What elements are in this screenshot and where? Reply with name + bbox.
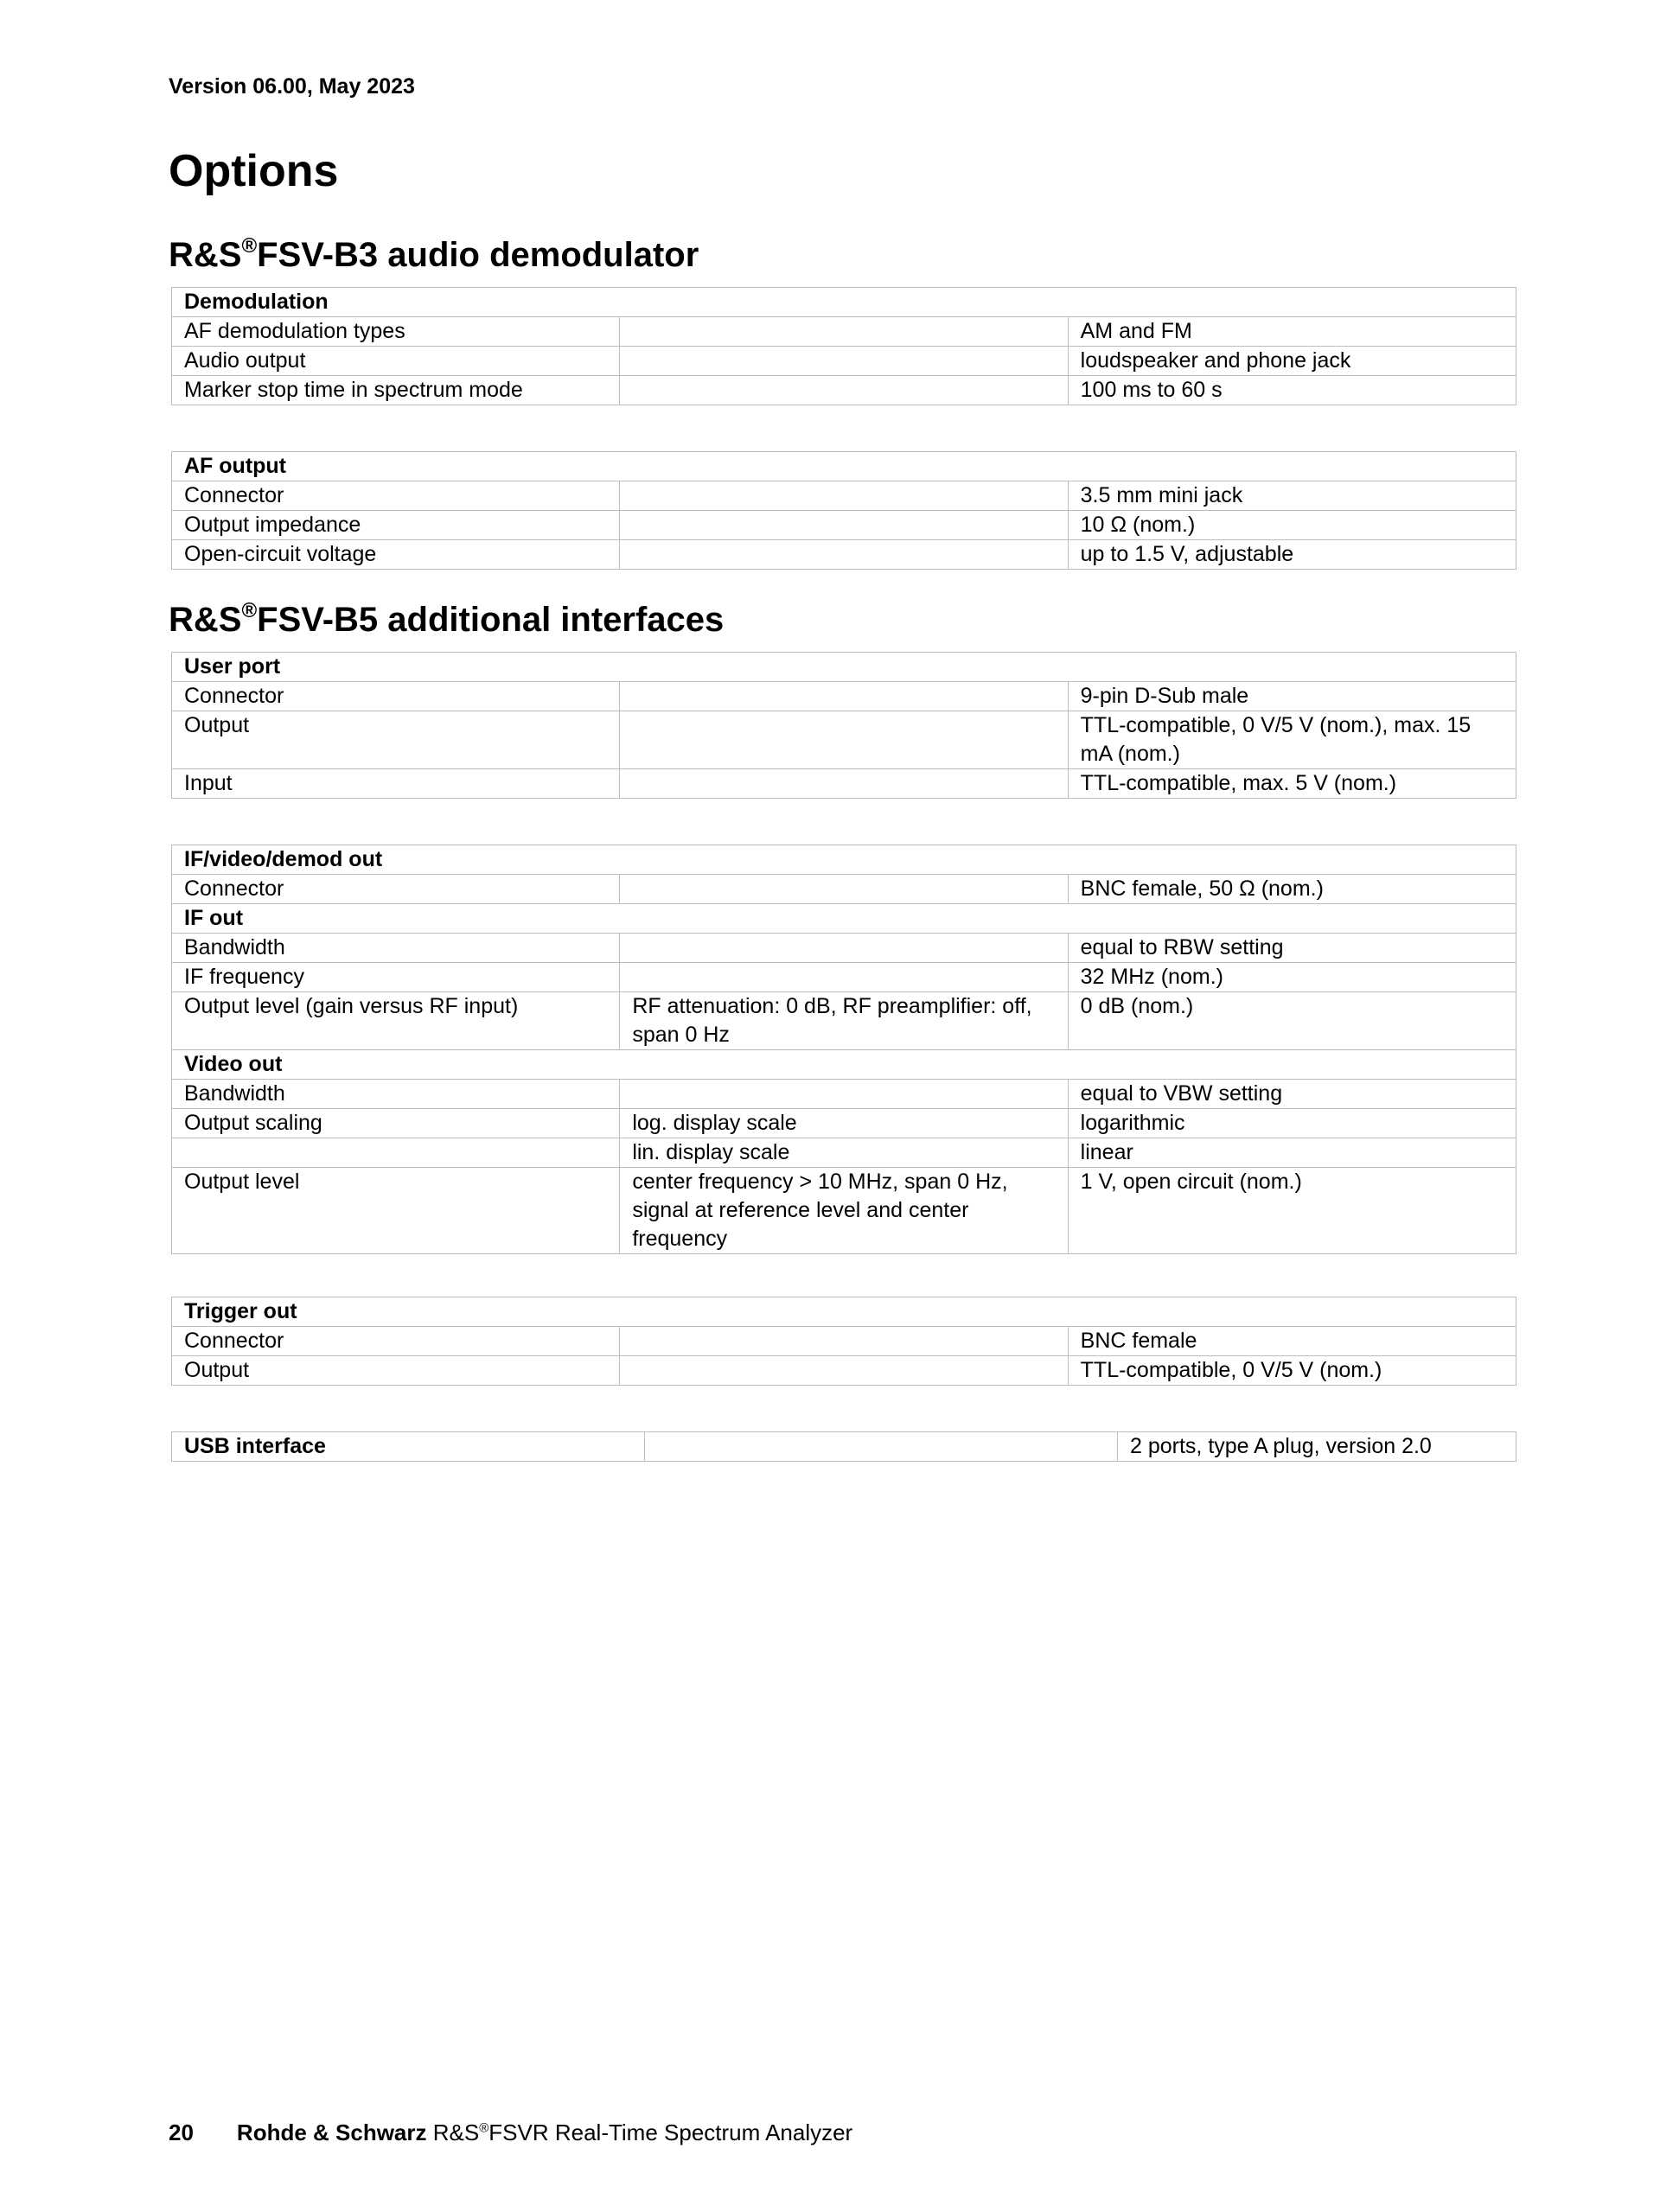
value-cell: equal to VBW setting (1068, 1080, 1516, 1109)
parameter-cell: Bandwidth (172, 1080, 620, 1109)
table-row (172, 875, 1516, 904)
condition-cell (620, 711, 1068, 769)
value-cell: 3.5 mm mini jack (1068, 481, 1516, 511)
section-title-b5 (169, 598, 725, 639)
table-row (172, 347, 1516, 376)
condition-cell (620, 769, 1068, 799)
parameter-cell: Output level (172, 1168, 620, 1254)
table-row (172, 1168, 1516, 1254)
value-cell: 1 V, open circuit (nom.) (1068, 1168, 1516, 1254)
parameter-cell: Marker stop time in spectrum mode (172, 376, 620, 405)
table-row (172, 934, 1516, 963)
condition-cell (620, 875, 1068, 904)
value-cell: up to 1.5 V, adjustable (1068, 540, 1516, 570)
table-af-output (171, 451, 1516, 570)
parameter-cell: Audio output (172, 347, 620, 376)
page-footer (169, 2120, 852, 2146)
registered-mark: ® (241, 233, 258, 258)
document-version: Version 06.00, May 2023 (169, 74, 415, 99)
condition-cell (620, 540, 1068, 570)
section-title-b3 (169, 233, 699, 274)
section-title-text: FSV-B5 additional interfaces (257, 601, 725, 639)
value-cell: 0 dB (nom.) (1068, 992, 1516, 1050)
condition-cell (620, 376, 1068, 405)
value-cell: linear (1068, 1138, 1516, 1168)
table-demodulation (171, 287, 1516, 405)
section-title-prefix: R&S (169, 601, 242, 639)
table-heading: AF output (172, 452, 1516, 481)
parameter-cell: Open-circuit voltage (172, 540, 620, 570)
table-heading: IF/video/demod out (172, 845, 1516, 875)
condition-cell: lin. display scale (620, 1138, 1068, 1168)
table-row (172, 1432, 1516, 1462)
table-row (172, 711, 1516, 769)
table-usb-interface (171, 1431, 1516, 1462)
parameter-cell: Output (172, 1356, 620, 1386)
condition-cell (620, 511, 1068, 540)
value-cell: TTL-compatible, 0 V/5 V (nom.) (1068, 1356, 1516, 1386)
section-title-text: FSV-B3 audio demodulator (257, 236, 699, 274)
parameter-cell: Connector (172, 875, 620, 904)
parameter-cell: Connector (172, 682, 620, 711)
table-heading: Demodulation (172, 288, 1516, 317)
table-if-video-demod-out (171, 845, 1516, 1254)
condition-cell: log. display scale (620, 1109, 1068, 1138)
table-row (172, 1109, 1516, 1138)
table-row (172, 317, 1516, 347)
parameter-cell: Input (172, 769, 620, 799)
value-cell: BNC female, 50 Ω (nom.) (1068, 875, 1516, 904)
parameter-cell: Bandwidth (172, 934, 620, 963)
table-row (172, 992, 1516, 1050)
footer-product-prefix: R&S (432, 2120, 480, 2145)
value-cell: loudspeaker and phone jack (1068, 347, 1516, 376)
condition-cell (620, 317, 1068, 347)
parameter-cell: IF frequency (172, 963, 620, 992)
table-user-port (171, 652, 1516, 799)
condition-cell (620, 1080, 1068, 1109)
parameter-cell: Output level (gain versus RF input) (172, 992, 620, 1050)
value-cell: logarithmic (1068, 1109, 1516, 1138)
value-cell: 9-pin D-Sub male (1068, 682, 1516, 711)
condition-cell (620, 347, 1068, 376)
condition-cell (620, 934, 1068, 963)
value-cell: TTL-compatible, 0 V/5 V (nom.), max. 15 mA (nom.) (1068, 711, 1516, 769)
table-subheading: Video out (172, 1050, 1516, 1080)
footer-brand: Rohde & Schwarz (236, 2120, 427, 2145)
value-cell: AM and FM (1068, 317, 1516, 347)
table-trigger-out (171, 1297, 1516, 1386)
page-title: Options (169, 146, 339, 196)
value-cell: BNC female (1068, 1327, 1516, 1356)
condition-cell (620, 1356, 1068, 1386)
table-subheading: IF out (172, 904, 1516, 934)
parameter-cell: AF demodulation types (172, 317, 620, 347)
value-cell: 32 MHz (nom.) (1068, 963, 1516, 992)
condition-cell: center frequency > 10 MHz, span 0 Hz, signal at reference level and center frequency (620, 1168, 1068, 1254)
table-subheading-row (172, 1050, 1516, 1080)
condition-cell (620, 481, 1068, 511)
parameter-cell (172, 1138, 620, 1168)
value-cell: equal to RBW setting (1068, 934, 1516, 963)
parameter-cell: Output scaling (172, 1109, 620, 1138)
parameter-cell: Connector (172, 1327, 620, 1356)
table-row (172, 511, 1516, 540)
condition-cell: RF attenuation: 0 dB, RF preamplifier: off, span 0 Hz (620, 992, 1068, 1050)
table-row (172, 1080, 1516, 1109)
condition-cell (645, 1432, 1118, 1462)
table-row (172, 963, 1516, 992)
condition-cell (620, 1327, 1068, 1356)
table-subheading-row (172, 904, 1516, 934)
value-cell: TTL-compatible, max. 5 V (nom.) (1068, 769, 1516, 799)
table-row (172, 769, 1516, 799)
page-number: 20 (169, 2120, 194, 2145)
table-row (172, 540, 1516, 570)
section-title-prefix: R&S (169, 236, 242, 274)
registered-mark: ® (241, 598, 258, 622)
table-row (172, 1327, 1516, 1356)
table-row (172, 481, 1516, 511)
parameter-cell: Connector (172, 481, 620, 511)
footer-product: FSVR Real-Time Spectrum Analyzer (488, 2120, 853, 2145)
value-cell: 2 ports, type A plug, version 2.0 (1118, 1432, 1516, 1462)
table-heading: Trigger out (172, 1297, 1516, 1327)
table-row (172, 1356, 1516, 1386)
value-cell: 10 Ω (nom.) (1068, 511, 1516, 540)
parameter-cell: Output impedance (172, 511, 620, 540)
parameter-cell: Output (172, 711, 620, 769)
registered-mark: ® (479, 2120, 489, 2136)
table-row (172, 1138, 1516, 1168)
condition-cell (620, 963, 1068, 992)
table-row (172, 682, 1516, 711)
parameter-cell: USB interface (172, 1432, 645, 1462)
table-row (172, 376, 1516, 405)
value-cell: 100 ms to 60 s (1068, 376, 1516, 405)
condition-cell (620, 682, 1068, 711)
table-heading: User port (172, 653, 1516, 682)
